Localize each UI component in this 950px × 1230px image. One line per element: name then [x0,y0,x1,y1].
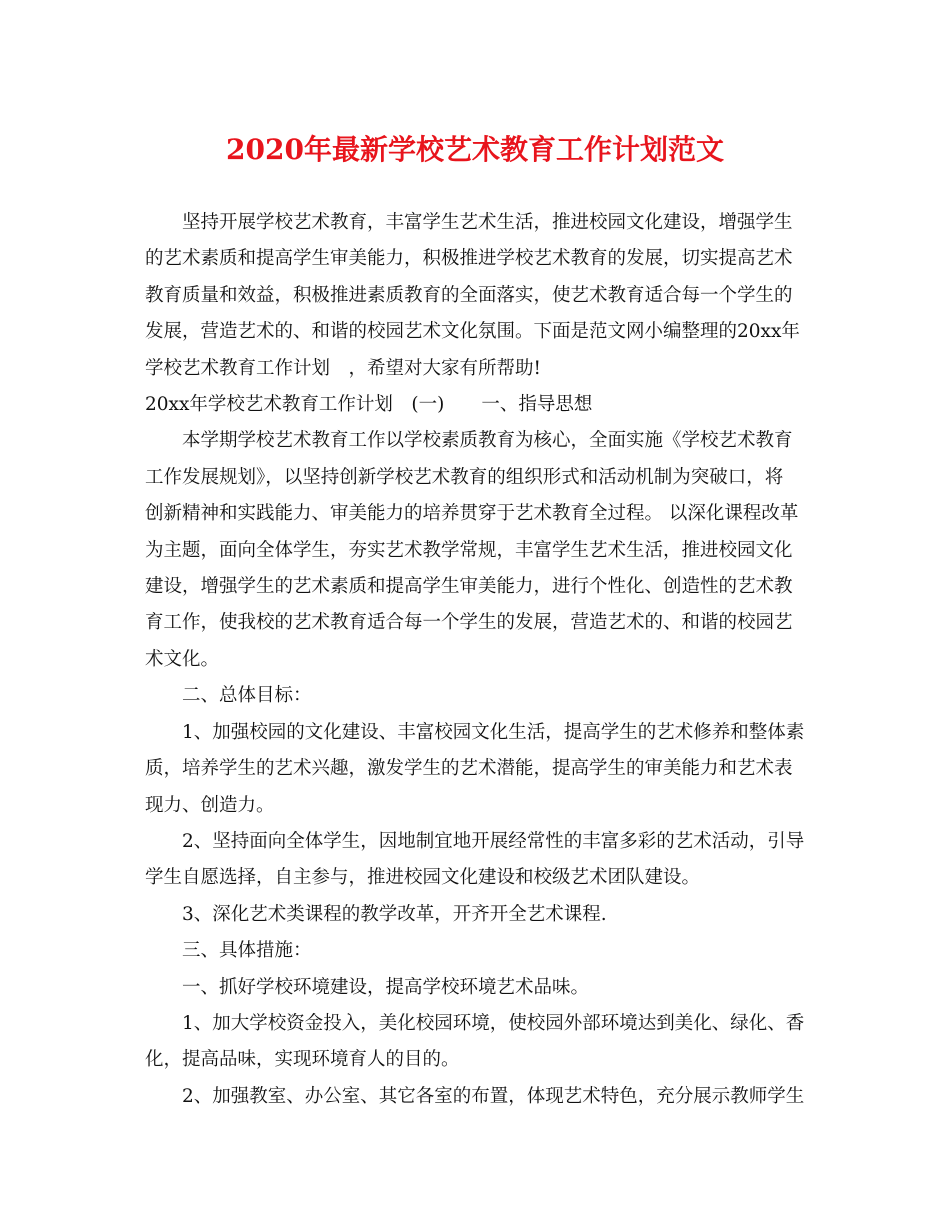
body-line: 育工作，使我校的艺术教育适合每一个学生的发展，营造艺术的、和谐的校园艺 [145,612,793,634]
document-body [145,205,810,1115]
body-line: 工作发展规划》，以坚持创新学校艺术教育的组织形式和活动机制为突破口，将 [145,466,784,488]
body-line: 化，提高品味，实现环境育人的目的。 [145,1049,460,1071]
body-line: 的艺术素质和提高学生审美能力，积极推进学校艺术教育的发展，切实提高艺术 [145,248,793,270]
body-line: 发展，营造艺术的、和谐的校园艺术文化氛围。下面是范文网小编整理的20xx年 [145,321,800,343]
body-line: 教育质量和效益，积极推进素质教育的全面落实，使艺术教育适合每一个学生的 [145,284,793,306]
body-line: 3、深化艺术类课程的教学改革，开齐开全艺术课程. [182,903,607,925]
body-line: 二、总体目标： [182,685,312,707]
body-line: 一、抓好学校环境建设，提高学校环境艺术品味。 [182,976,590,998]
body-line: 质，培养学生的艺术兴趣，激发学生的艺术潜能，提高学生的审美能力和艺术表 [145,758,793,780]
body-line: 本学期学校艺术教育工作以学校素质教育为核心，全面实施《学校艺术教育 [182,430,793,452]
body-line: 2、坚持面向全体学生，因地制宜地开展经常性的丰富多彩的艺术活动，引导 [182,830,805,852]
body-line: 学校艺术教育工作计划 ，希望对大家有所帮助! [145,357,541,379]
body-line: 创新精神和实践能力、审美能力的培养贯穿于艺术教育全过程。 以深化课程改革 [145,503,799,525]
body-line: 三、具体措施： [182,940,312,962]
body-line: 学生自愿选择，自主参与，推进校园文化建设和校级艺术团队建设。 [145,867,701,889]
body-line: 1、加强校园的文化建设、丰富校园文化生活，提高学生的艺术修养和整体素 [182,721,805,743]
body-line: 现力、创造力。 [145,794,275,816]
body-line: 坚持开展学校艺术教育，丰富学生艺术生活，推进校园文化建设，增强学生 [182,212,793,233]
document-title: 2020年最新学校艺术教育工作计划范文 [226,133,724,166]
body-line: 为主题，面向全体学生，夯实艺术教学常规，丰富学生艺术生活，推进校园文化 [145,539,793,561]
body-line: 术文化。 [145,648,220,670]
body-line: 建设，增强学生的艺术素质和提高学生审美能力，进行个性化、创造性的艺术教 [145,576,793,598]
body-line: 20xx年学校艺术教育工作计划 (一) 一、指导思想 [145,394,593,416]
body-line: 2、加强教室、办公室、其它各室的布置，体现艺术特色，充分展示教师学生 [182,1085,805,1107]
body-line: 1、加大学校资金投入，美化校园环境，使校园外部环境达到美化、绿化、香 [182,1012,805,1034]
